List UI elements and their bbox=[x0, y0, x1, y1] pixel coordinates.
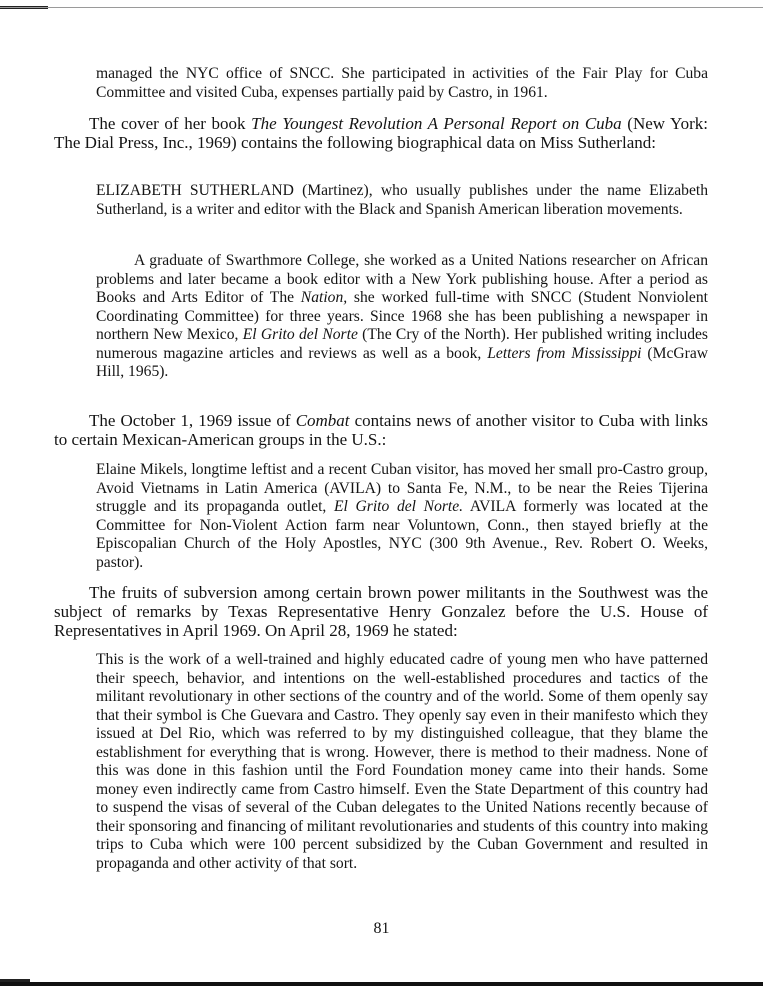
combat-title: Combat bbox=[295, 411, 350, 430]
quote3-d: (McGraw Hill, 1965). bbox=[96, 344, 708, 380]
quote-gonzalez-statement bbox=[96, 651, 708, 873]
paragraph-gonzalez bbox=[54, 583, 708, 641]
para2-pre: The October 1, 1969 issue of bbox=[89, 411, 296, 430]
grito-title-2: El Grito del Norte. bbox=[333, 498, 464, 515]
quote-sutherland-bio bbox=[96, 182, 708, 219]
quote4-a: Elaine Mikels, longtime leftist and a recent Cuban visitor, has moved her small pro-Castro group, Avoid Vietnams in Latin America (AVILA) to Santa Fe, N.M., to be near the Reies Tijerina struggle and its propaganda outlet, bbox=[96, 461, 708, 515]
para1-pre: The cover of her book bbox=[89, 114, 252, 133]
quote-mikels bbox=[96, 461, 708, 572]
bottom-rule bbox=[0, 982, 763, 986]
para1-post: (New York: The Dial Press, Inc., 1969) contains the following biographical data on Miss Sutherland: bbox=[54, 114, 708, 153]
quote5-text: This is the work of a well-trained and highly educated cadre of young men who have patterned their speech, behavior, and intentions on the well-established procedures and tactics of the militant revolutionary in other sections of the country and of the world. Some of them openly say that their symbol is Che Guevara and Castro. They openly say even in their manifesto which they issued at Del Rio, which was referred to by my distinguished colleague, that they blame the establishment for everything that is wrong. However, there is method to their madness. None of this was done in this fashion until the Ford Foundation money came into their hands. Some money even indirectly came from Castro himself. Even the State Department of this country had to suspend the visas of several of the Cuban delegates to the United Nations recently because of their sponsoring and financing of militant revolutionaries and students of this country into making trips to Cuba which were 100 percent subsidized by the Cuban Government and resulted in propaganda and other activity of that sort. bbox=[96, 651, 708, 872]
quote-sncc bbox=[96, 65, 708, 102]
para2-post: contains news of another visitor to Cuba with links to certain Mexican-American groups in the U.S.: bbox=[54, 411, 708, 450]
quote3-c: (The Cry of the North). Her published writing includes numerous magazine articles and reviews as well as a book, bbox=[96, 326, 709, 362]
nation-title: Nation, bbox=[300, 289, 348, 306]
quote4-b: AVILA formerly was located at the Committee for Non-Violent Action farm near Voluntown, Conn., then stayed briefly at the Episcopalian Church of the Holy Apostles, NYC (300 9th Avenue., Rev. Robert O. Weeks, pastor). bbox=[96, 498, 708, 571]
quote-swarthmore bbox=[96, 252, 708, 382]
grito-title: El Grito del Norte bbox=[242, 326, 358, 343]
paragraph-book-cover bbox=[54, 114, 708, 152]
paragraph-combat bbox=[54, 411, 708, 449]
page-number: 81 bbox=[373, 920, 390, 937]
quote3-b: she worked full-time with SNCC (Student Nonviolent Coordinating Committee) for three years. Since 1968 she has been publishing a newspaper in northern New Mexico, bbox=[96, 289, 708, 343]
top-rule bbox=[0, 7, 763, 8]
quote-bio-text: ELIZABETH SUTHERLAND (Martinez), who usually publishes under the name Elizabeth Sutherland, is a writer and editor with the Black and Spanish American liberation movements. bbox=[96, 182, 708, 218]
quote3-a: A graduate of Swarthmore College, she worked as a United Nations researcher on African problems and later became a book editor with a New York publishing house. After a period as Books and Arts Editor of The bbox=[96, 252, 708, 306]
book-title: The Youngest Revolution A Personal Report on Cuba bbox=[251, 114, 622, 133]
letters-title: Letters from Mississippi bbox=[487, 344, 642, 362]
quote-sncc-text: managed the NYC office of SNCC. She participated in activities of the Fair Play for Cuba Committee and visited Cuba, expenses partially paid by Castro, in 1961. bbox=[96, 65, 708, 101]
para3-text: The fruits of subversion among certain brown power militants in the Southwest was the subject of remarks by Texas Representative Henry Gonzalez before the U.S. House of Representatives in April 1969. On April 28, 1969 he stated: bbox=[54, 583, 708, 641]
